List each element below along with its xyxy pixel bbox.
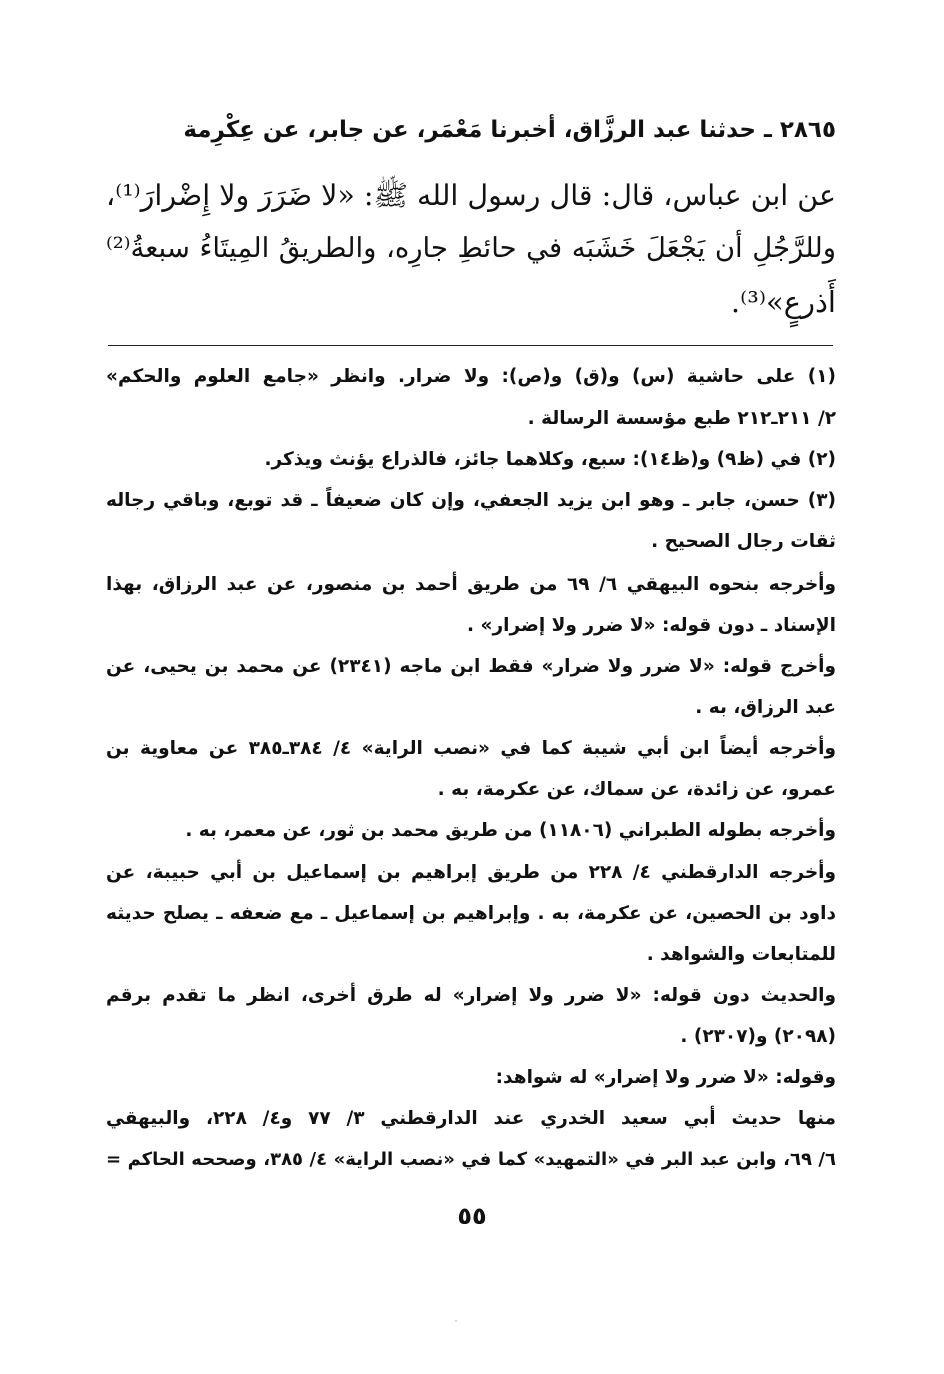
page-number: ٥٥: [457, 1202, 487, 1230]
footnote-line-14: داود بن الحصين، عن عكرمة، به . وإبراهيم بن إسماعيل ـ مع ضعفه ـ يصلح حديثه: [106, 903, 836, 924]
footnote-line-13: وأخرجه الدارقطني ٤/ ٢٢٨ من طريق إبراهيم بن إسماعيل بن أبي حبيبة، عن: [106, 862, 836, 883]
hadith-matn-line-3: أَذرعٍ»⁽³⁾.: [730, 285, 836, 319]
footnote-line-12: وأخرجه بطوله الطبراني (١١٨٠٦) من طريق محمد بن ثور، عن معمر، به .: [185, 820, 836, 841]
footnote-line-11: عمرو، عن زائدة، عن سماك، عن عكرمة، به .: [437, 779, 836, 800]
footnote-line-16: والحديث دون قوله: «لا ضرر ولا إضرار» له طرق أخرى، انظر ما تقدم برقم: [106, 985, 836, 1006]
footnote-line-17: (٢٠٩٨) و(٢٣٠٧) .: [680, 1026, 836, 1047]
footnote-line-15: للمتابعات والشواهد .: [646, 944, 836, 965]
footnote-line-2: ٢/ ٢١١ـ٢١٢ طبع مؤسسة الرسالة .: [527, 408, 836, 429]
hadith-matn-line-1: عن ابن عباس، قال: قال رسول الله ﷺ: «لا ضَرَرَ ولا إِضْرارَ⁽¹⁾،: [106, 179, 836, 212]
footnote-line-6: وأخرجه بنحوه البيهقي ٦/ ٦٩ من طريق أحمد بن منصور، عن عبد الرزاق، بهذا: [106, 574, 836, 595]
footnote-line-3: (٢) في (ظ٩) و(ظ١٤): سبع، وكلاهما جائز، فالذراع يؤنث ويذكر.: [264, 449, 836, 470]
footnote-line-9: عبد الرزاق، به .: [695, 697, 836, 718]
footnote-line-18: وقوله: «لا ضرر ولا إضرار» له شواهد:: [495, 1067, 836, 1088]
hadith-matn-line-2: وللرَّجُلِ أن يَجْعَلَ خَشَبَه في حائطِ جارِه، والطريقُ المِيتَاءُ سبعةُ⁽²⁾: [106, 232, 836, 264]
hadith-isnad-header: ٢٨٦٥ ـ حدثنا عبد الرزَّاق، أخبرنا مَعْمَر، عن جابر، عن عِكْرِمة: [183, 117, 836, 143]
footnote-line-4: (٣) حسن، جابر ـ وهو ابن يزيد الجعفي، وإن كان ضعيفاً ـ قد توبع، وباقي رجاله: [106, 490, 836, 511]
footnote-line-8: وأخرج قوله: «لا ضرر ولا ضرار» فقط ابن ماجه (٢٣٤١) عن محمد بن يحيى، عن: [106, 656, 836, 677]
footnote-line-10: وأخرجه أيضاً ابن أبي شيبة كما في «نصب الراية» ٤/ ٣٨٤ـ٣٨٥ عن معاوية بن: [106, 738, 836, 759]
paper-speck: [455, 1320, 457, 1322]
footnote-separator: [108, 345, 833, 346]
footnote-line-5: ثقات رجال الصحيح .: [651, 531, 836, 552]
footnote-line-20: ٦/ ٦٩، وابن عبد البر في «التمهيد» كما في «نصب الراية» ٤/ ٣٨٥، وصححه الحاكم =: [106, 1149, 836, 1170]
footnote-line-1: (١) على حاشية (س) و(ق) و(ص): ولا ضرار. وانظر «جامع العلوم والحكم»: [106, 366, 836, 387]
footnote-line-19: منها حديث أبي سعيد الخدري عند الدارقطني ٣/ ٧٧ و٤/ ٢٢٨، والبيهقي: [106, 1108, 836, 1129]
footnote-line-7: الإسناد ـ دون قوله: «لا ضرر ولا إضرار» .: [467, 615, 836, 636]
